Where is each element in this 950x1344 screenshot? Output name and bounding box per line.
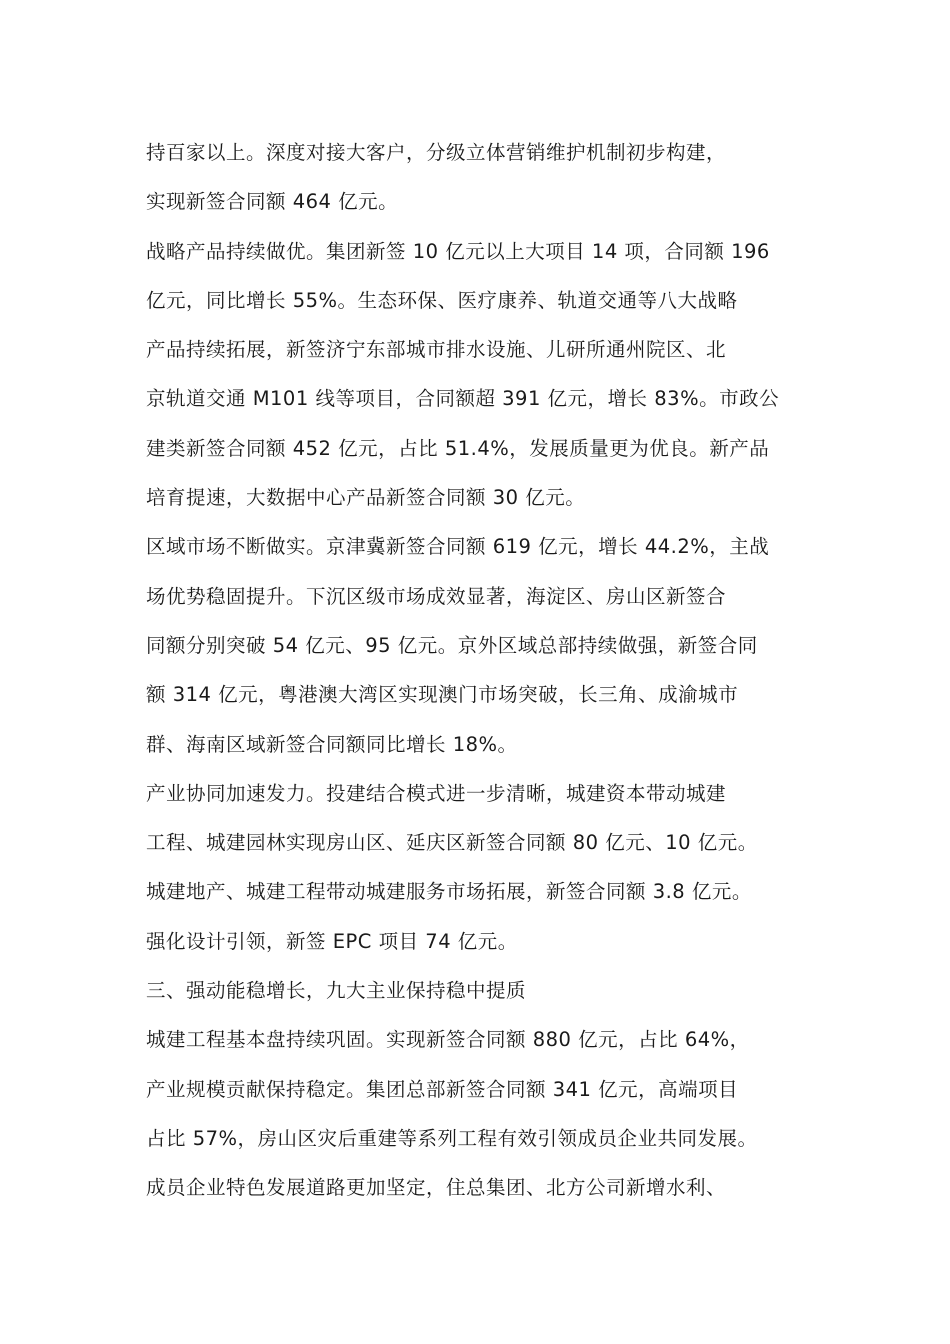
text-line: 持百家以上。深度对接大客户，分级立体营销维护机制初步构建， bbox=[146, 141, 727, 164]
text-line: 群、海南区域新签合同额同比增长 18%。 bbox=[146, 732, 518, 756]
text-line: 城建地产、城建工程带动城建服务市场拓展，新签合同额 3.8 亿元。 bbox=[146, 880, 752, 904]
text-line: 同额分别突破 54 亿元、95 亿元。京外区域总部持续做强，新签合同 bbox=[146, 633, 758, 657]
text-line: 占比 57%，房山区灾后重建等系列工程有效引领成员企业共同发展。 bbox=[146, 1126, 758, 1150]
text-line: 成员企业特色发展道路更加坚定，住总集团、北方公司新增水利、 bbox=[146, 1176, 727, 1200]
text-line: 产业规模贡献保持稳定。集团总部新签合同额 341 亿元，高端项目 bbox=[146, 1077, 739, 1101]
text-line: 场优势稳固提升。下沉区级市场成效显著，海淀区、房山区新签合 bbox=[146, 584, 727, 608]
text-line: 实现新签合同额 464 亿元。 bbox=[146, 190, 399, 214]
text-line: 城建工程基本盘持续巩固。实现新签合同额 880 亿元，占比 64%， bbox=[146, 1028, 750, 1052]
text-line: 京轨道交通 M101 线等项目，合同额超 391 亿元，增长 83%。市政公 bbox=[146, 387, 780, 411]
text-line: 强化设计引领，新签 EPC 项目 74 亿元。 bbox=[146, 929, 518, 953]
text-line: 亿元，同比增长 55%。生态环保、医疗康养、轨道交通等八大战略 bbox=[146, 288, 738, 312]
section-heading: 三、强动能稳增长，九大主业保持稳中提质 bbox=[146, 979, 527, 1003]
text-line: 工程、城建园林实现房山区、延庆区新签合同额 80 亿元、10 亿元。 bbox=[146, 831, 758, 855]
text-line: 额 314 亿元，粤港澳大湾区实现澳门市场突破，长三角、成渝城市 bbox=[146, 683, 739, 707]
text-line: 产品持续拓展，新签济宁东部城市排水设施、儿研所通州院区、北 bbox=[146, 338, 727, 362]
text-line: 区域市场不断做实。京津冀新签合同额 619 亿元，增长 44.2%，主战 bbox=[146, 535, 770, 559]
document-body bbox=[146, 128, 826, 1213]
text-line: 战略产品持续做优。集团新签 10 亿元以上大项目 14 项，合同额 196 bbox=[146, 239, 770, 263]
text-line: 建类新签合同额 452 亿元，占比 51.4%，发展质量更为优良。新产品 bbox=[146, 436, 770, 460]
text-line: 培育提速，大数据中心产品新签合同额 30 亿元。 bbox=[146, 486, 586, 510]
text-line: 产业协同加速发力。投建结合模式进一步清晰，城建资本带动城建 bbox=[146, 781, 727, 805]
